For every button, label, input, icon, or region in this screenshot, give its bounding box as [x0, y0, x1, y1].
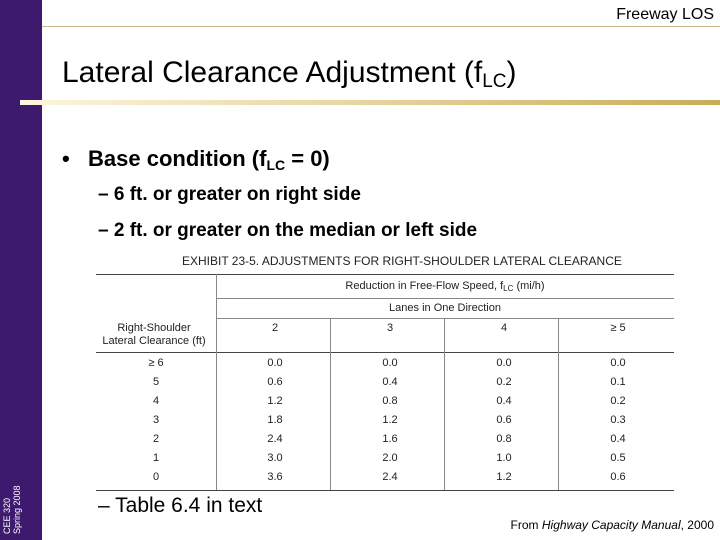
bullet-text-main: Base condition (f	[88, 146, 267, 171]
table-cell: 0.4	[496, 395, 512, 407]
col-header-5-plus-lanes: ≥ 5	[610, 322, 626, 334]
table-cell: 0.8	[382, 395, 398, 407]
table-cell: 2.0	[382, 452, 398, 464]
subitem-right-side: – 6 ft. or greater on right side	[98, 184, 361, 205]
table-cell: 0.2	[610, 395, 626, 407]
subitem-table-reference: – Table 6.4 in text	[98, 494, 263, 517]
header-tag: Freeway LOS	[616, 6, 714, 23]
title-underline-bar	[20, 100, 720, 105]
slide-title-subscript: LC	[482, 71, 507, 92]
credit-prefix: From	[510, 518, 542, 532]
bullet-marker: •	[62, 146, 70, 171]
subitem-median-side: – 2 ft. or greater on the median or left side	[98, 220, 478, 241]
table-cell: 0.0	[610, 357, 626, 369]
table-cell: 1.2	[267, 395, 283, 407]
lanes-header: Lanes in One Direction	[389, 302, 501, 314]
header-rule	[42, 26, 720, 27]
slide-title	[62, 56, 517, 93]
table-cell: 0.2	[496, 376, 512, 388]
exhibit-bottom-rule	[96, 490, 674, 491]
source-credit	[511, 518, 714, 532]
clearance-cell: 1	[152, 452, 160, 464]
row-header-line1: Right-Shoulder	[117, 322, 191, 334]
table-cell: 0.8	[496, 433, 512, 445]
span-header	[216, 280, 674, 293]
span-header-main: Reduction in Free-Flow Speed, f	[345, 280, 504, 292]
col-header-3-lanes: 3	[386, 322, 394, 334]
table-cell: 3.0	[267, 452, 283, 464]
table-cell: 0.0	[382, 357, 398, 369]
column-divider	[330, 318, 331, 490]
span-header-subscript: LC	[503, 284, 514, 293]
table-cell: 1.2	[382, 414, 398, 426]
slide-title-main: Lateral Clearance Adjustment (f	[62, 56, 483, 89]
bullet-item	[62, 146, 330, 173]
table-cell: 1.0	[496, 452, 512, 464]
course-term: Spring 2008	[12, 485, 22, 534]
col-header-4-lanes: 4	[500, 322, 508, 334]
course-code: CEE 320	[2, 497, 12, 534]
table-cell: 1.6	[382, 433, 398, 445]
column-divider	[216, 274, 217, 490]
table-cell: 0.5	[610, 452, 626, 464]
table-cell: 0.3	[610, 414, 626, 426]
credit-suffix: , 2000	[680, 518, 714, 532]
exhibit-top-rule	[96, 274, 674, 275]
bullet-text-subscript: LC	[266, 157, 286, 173]
table-cell: 0.6	[267, 376, 283, 388]
table-cell: 0.4	[382, 376, 398, 388]
table-cell: 0.0	[496, 357, 512, 369]
bullet-text-tail: = 0)	[285, 146, 330, 171]
clearance-cell: 5	[152, 376, 160, 388]
span-header-rule	[216, 298, 674, 299]
table-cell: 0.0	[267, 357, 283, 369]
clearance-cell: 2	[152, 433, 160, 445]
table-cell: 0.4	[610, 433, 626, 445]
row-header-line2: Lateral Clearance (ft)	[102, 335, 206, 347]
table-cell: 0.1	[610, 376, 626, 388]
table-cell: 2.4	[382, 471, 398, 483]
course-label	[2, 485, 22, 534]
lanes-header-rule	[216, 318, 674, 319]
exhibit-table	[96, 250, 676, 492]
table-cell: 2.4	[267, 433, 283, 445]
col-header-2-lanes: 2	[271, 322, 279, 334]
table-cell: 0.6	[610, 471, 626, 483]
header-body-rule	[96, 352, 674, 353]
span-header-unit: (mi/h)	[513, 280, 545, 292]
clearance-cell: ≥ 6	[148, 357, 164, 369]
table-cell: 1.8	[267, 414, 283, 426]
clearance-cell: 3	[152, 414, 160, 426]
column-divider	[558, 318, 559, 490]
table-cell: 1.2	[496, 471, 512, 483]
row-header-label	[96, 322, 212, 348]
slide-title-close: )	[506, 56, 517, 89]
clearance-cell: 0	[152, 471, 160, 483]
table-cell: 3.6	[267, 471, 283, 483]
credit-source: Highway Capacity Manual	[541, 518, 681, 532]
exhibit-title: EXHIBIT 23-5. ADJUSTMENTS FOR RIGHT-SHOULDER LATERAL CLEARANCE	[182, 254, 622, 268]
table-cell: 0.6	[496, 414, 512, 426]
clearance-cell: 4	[152, 395, 160, 407]
column-divider	[444, 318, 445, 490]
sidebar-band	[0, 0, 42, 540]
